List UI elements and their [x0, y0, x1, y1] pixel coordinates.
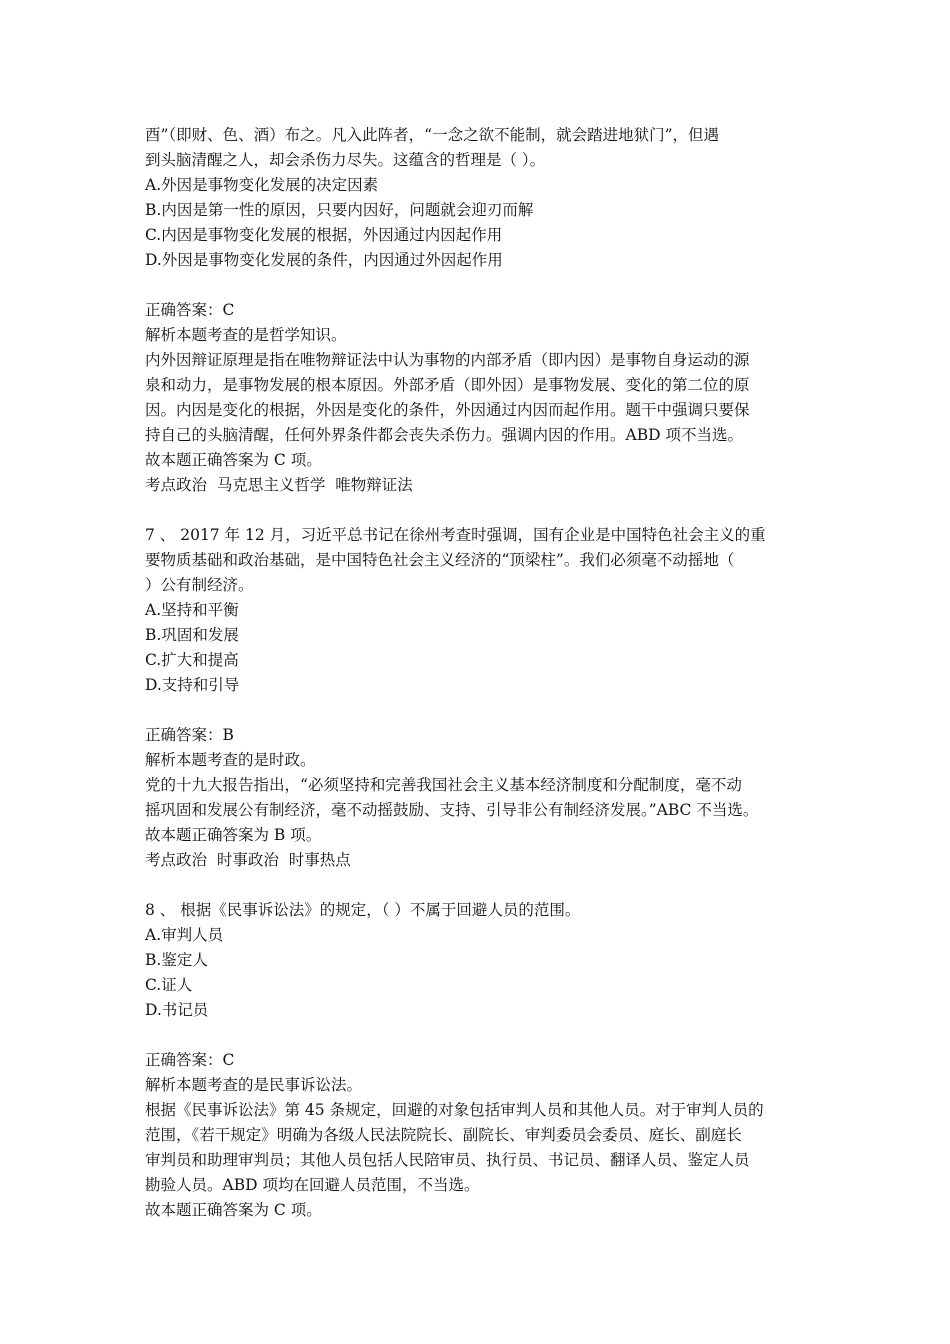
option-d: D.外因是事物变化发展的条件，内因通过外因起作用	[145, 251, 503, 269]
question-text-line: 要物质基础和政治基础，是中国特色社会主义经济的“顶梁柱”。我们必须毫不动摇地（	[145, 551, 735, 569]
analysis-line: 勘验人员。ABD 项均在回避人员范围，不当选。	[145, 1176, 480, 1194]
option-c: C.内因是事物变化发展的根据，外因通过内因起作用	[145, 226, 503, 244]
question-8	[145, 898, 815, 1223]
analysis-line: 内外因辩证原理是指在唯物辩证法中认为事物的内部矛盾（即内因）是事物自身运动的源	[145, 351, 750, 369]
spacer	[145, 698, 815, 723]
document-body	[145, 123, 815, 1223]
analysis-line: 持自己的头脑清醒，任何外界条件都会丧失杀伤力。强调内因的作用。ABD 项不当选。	[145, 426, 743, 444]
question-text-line: 酉”（即财、色、酒）布之。凡入此阵者，“一念之欲不能制，就会踏进地狱门”，但遇	[145, 126, 720, 144]
option-a: A.坚持和平衡	[145, 601, 239, 619]
spacer	[145, 273, 815, 298]
option-b: B.巩固和发展	[145, 626, 239, 644]
option-a: A.审判人员	[145, 926, 224, 944]
option-d: D.书记员	[145, 1001, 209, 1019]
analysis-line: 泉和动力，是事物发展的根本原因。外部矛盾（即外因）是事物发展、变化的第二位的原	[145, 376, 750, 394]
topic-tags: 考点政治 时事政治 时事热点	[145, 851, 351, 869]
analysis-line: 因。内因是变化的根据，外因是变化的条件，外因通过内因而起作用。题干中强调只要保	[145, 401, 750, 419]
spacer	[145, 1023, 815, 1048]
conclusion: 故本题正确答案为 B 项。	[145, 826, 322, 844]
question-text-line: 到头脑清醒之人，却会杀伤力尽失。这蕴含的哲理是（ ）。	[145, 151, 546, 169]
analysis-line: 审判员和助理审判员；其他人员包括人民陪审员、执行员、书记员、翻译人员、鉴定人员	[145, 1151, 750, 1169]
spacer	[145, 498, 815, 523]
spacer	[145, 873, 815, 898]
topic-tags: 考点政治 马克思主义哲学 唯物辩证法	[145, 476, 413, 494]
option-b: B.内因是第一性的原因，只要内因好，问题就会迎刃而解	[145, 201, 534, 219]
analysis-title: 解析本题考查的是民事诉讼法。	[145, 1076, 363, 1094]
option-a: A.外因是事物变化发展的决定因素	[145, 176, 379, 194]
analysis-line: 党的十九大报告指出，“必须坚持和完善我国社会主义基本经济制度和分配制度，毫不动	[145, 776, 742, 794]
option-c: C.证人	[145, 976, 193, 994]
analysis-title: 解析本题考查的是时政。	[145, 751, 316, 769]
conclusion: 故本题正确答案为 C 项。	[145, 1201, 322, 1219]
option-c: C.扩大和提高	[145, 651, 239, 669]
question-text-line: ）公有制经济。	[145, 576, 254, 594]
correct-answer: 正确答案：C	[145, 1051, 235, 1069]
option-d: D.支持和引导	[145, 676, 240, 694]
question-text-line: 8 、 根据《民事诉讼法》的规定，（ ）不属于回避人员的范围。	[145, 901, 581, 919]
analysis-line: 摇巩固和发展公有制经济，毫不动摇鼓励、支持、引导非公有制经济发展。”ABC 不当选。	[145, 801, 759, 819]
analysis-line: 范围，《若干规定》明确为各级人民法院院长、副院长、审判委员会委员、庭长、副庭长	[145, 1126, 742, 1144]
conclusion: 故本题正确答案为 C 项。	[145, 451, 322, 469]
question-text-line: 7 、 2017 年 12 月，习近平总书记在徐州考查时强调，国有企业是中国特色社会主义的重	[145, 526, 766, 544]
question-7	[145, 523, 815, 873]
option-b: B.鉴定人	[145, 951, 208, 969]
analysis-line: 根据《民事诉讼法》第 45 条规定，回避的对象包括审判人员和其他人员。对于审判人员的	[145, 1101, 764, 1119]
analysis-title: 解析本题考查的是哲学知识。	[145, 326, 347, 344]
correct-answer: 正确答案：C	[145, 301, 235, 319]
correct-answer: 正确答案：B	[145, 726, 234, 744]
question-6-continued	[145, 123, 815, 498]
